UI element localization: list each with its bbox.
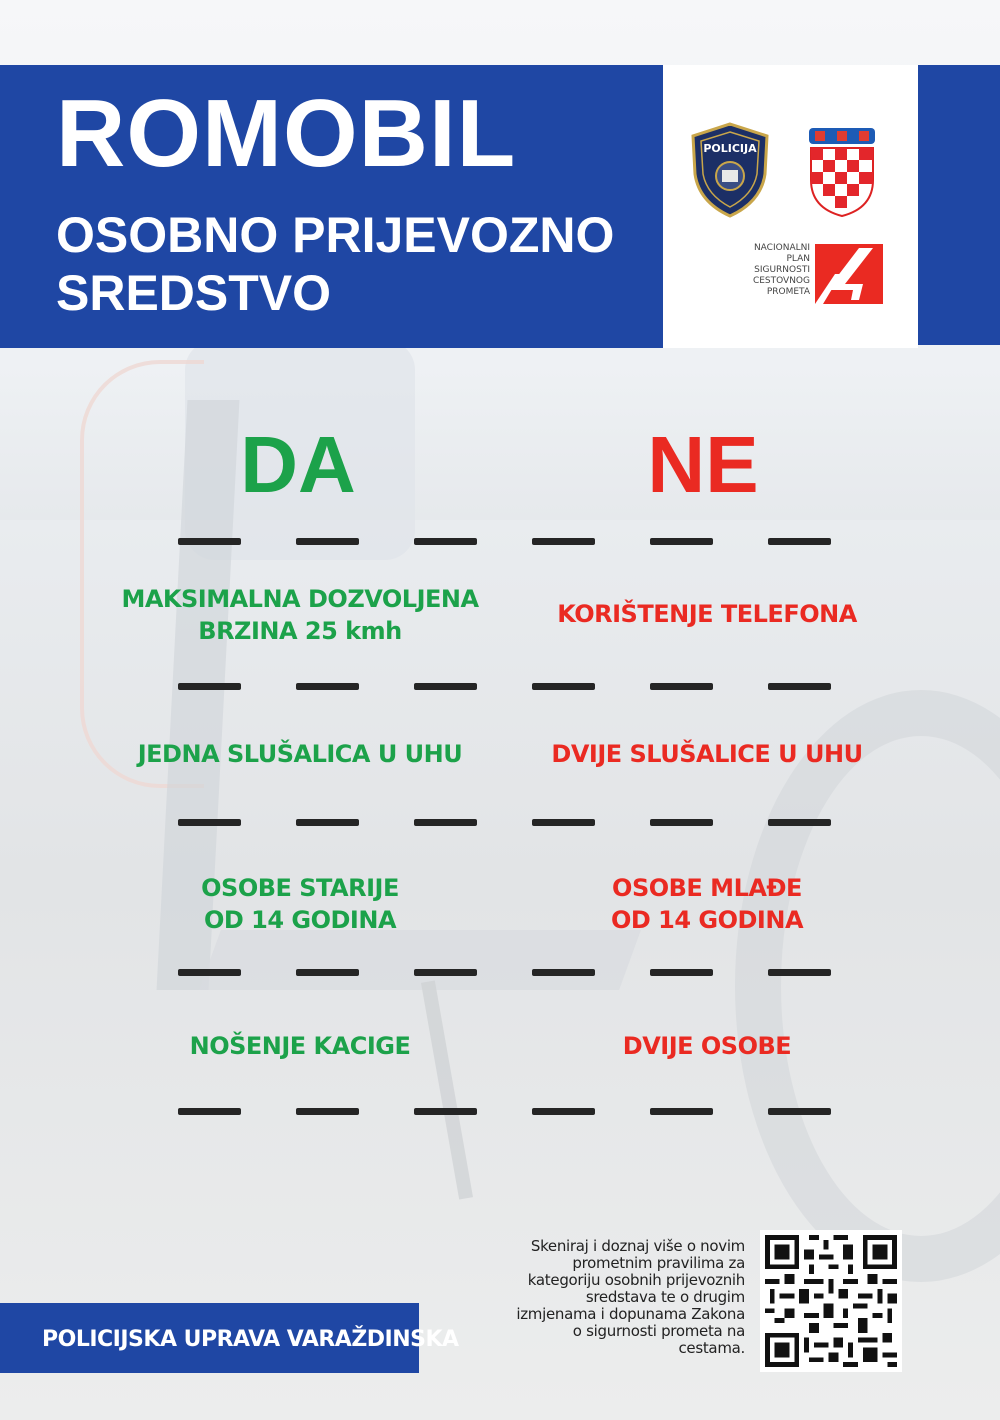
no-item-two-earphones [527, 738, 887, 770]
nps-line: PROMETA [766, 287, 810, 297]
subtitle-line-2: SREDSTVO [56, 265, 332, 321]
nps-line: SIGURNOSTI [754, 265, 810, 275]
nps-logo-icon [815, 244, 883, 304]
croatian-coat-of-arms-icon [805, 122, 879, 218]
qr-code-icon[interactable] [760, 1230, 902, 1372]
dash-divider [178, 683, 828, 691]
qr-caption [480, 1238, 745, 1357]
yes-item-line: JEDNA SLUŠALICA U UHU [137, 740, 463, 768]
qr-caption-line: Skeniraj i doznaj više o novim [530, 1237, 745, 1255]
no-item-phone [527, 598, 887, 630]
qr-caption-line: o sigurnosti prometa na [572, 1322, 745, 1340]
qr-caption-line: sredstava te o drugim [585, 1288, 745, 1306]
page-title: ROMOBIL [56, 80, 517, 187]
dash-divider [178, 538, 828, 546]
subtitle-line-1: OSOBNO PRIJEVOZNO [56, 207, 615, 263]
dash-divider [178, 969, 828, 977]
yes-item-line: NOŠENJE KACIGE [189, 1032, 411, 1060]
no-item-age [527, 872, 887, 936]
no-item-line: DVIJE SLUŠALICE U UHU [551, 740, 863, 768]
no-item-line: KORIŠTENJE TELEFONA [557, 600, 857, 628]
police-department-label: POLICIJSKA UPRAVA VARAŽDINSKA [42, 1327, 459, 1352]
yes-column-title: DA [240, 420, 356, 509]
yes-item-helmet [120, 1030, 480, 1062]
yes-item-speed [120, 583, 480, 647]
page-subtitle [56, 206, 656, 322]
yes-item-line: OD 14 GODINA [203, 906, 397, 934]
no-item-two-persons [527, 1030, 887, 1062]
header-accent-band [918, 65, 1000, 345]
yes-item-line: OSOBE STARIJE [201, 874, 399, 902]
qr-caption-line: cestama. [678, 1339, 745, 1357]
dash-divider [178, 1108, 828, 1116]
nps-line: PLAN [786, 254, 810, 264]
yes-item-one-earphone [120, 738, 480, 770]
no-item-line: OSOBE MLAĐE [612, 874, 802, 902]
nps-label [712, 243, 810, 298]
police-badge-text: POLICIJA [703, 142, 757, 155]
police-badge-icon [689, 122, 771, 218]
yes-item-line: MAKSIMALNA DOZVOLJENA [121, 585, 479, 613]
dash-divider [178, 819, 828, 827]
no-item-line: OD 14 GODINA [610, 906, 804, 934]
nps-line: CESTOVNOG [752, 276, 810, 286]
nps-line: NACIONALNI [753, 243, 810, 253]
qr-caption-line: izmjenama i dopunama Zakona [516, 1305, 745, 1323]
qr-caption-line: prometnim pravilima za [572, 1254, 745, 1272]
yes-item-age [120, 872, 480, 936]
yes-item-line: BRZINA 25 kmh [198, 617, 402, 645]
qr-caption-line: kategoriju osobnih prijevoznih [527, 1271, 745, 1289]
no-column-title: NE [647, 420, 759, 509]
no-item-line: DVIJE OSOBE [622, 1032, 792, 1060]
